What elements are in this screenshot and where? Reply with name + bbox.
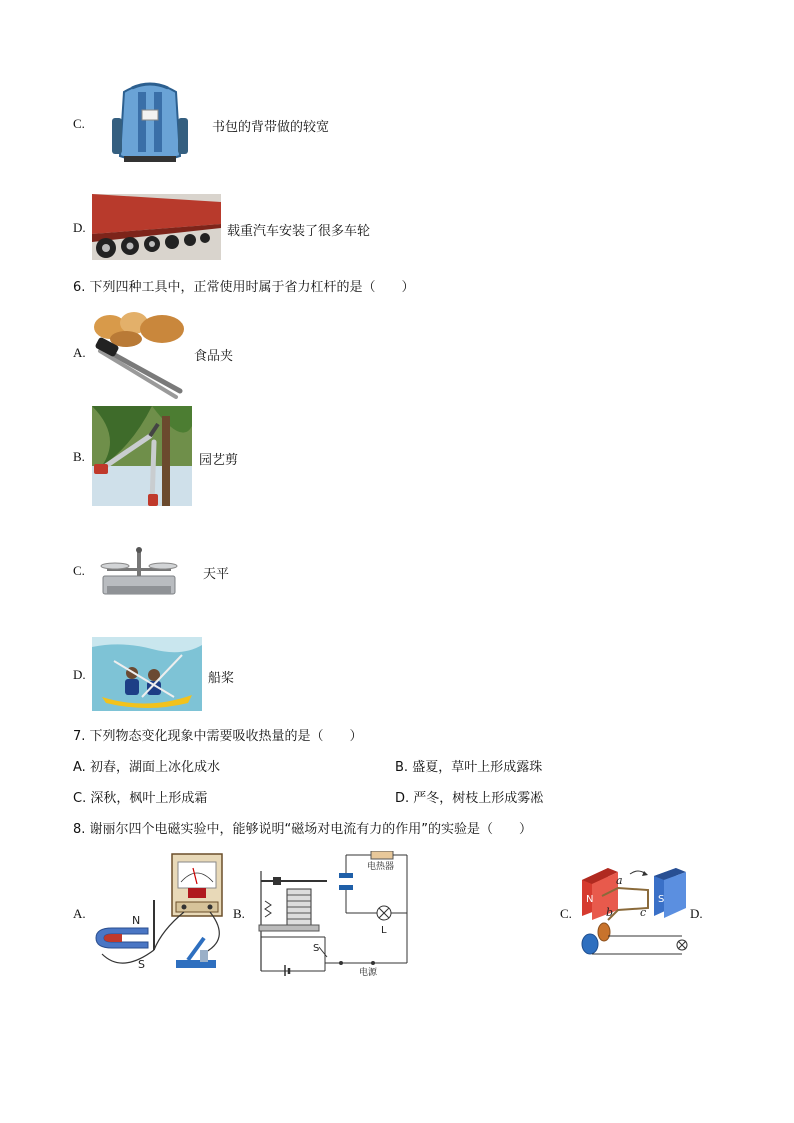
q7-option-b-letter: B. [395, 760, 409, 775]
q6-option-d-letter: D. [73, 667, 86, 682]
q8-option-b-letter: B. [233, 906, 245, 921]
q8-figure-a [92, 850, 234, 975]
q8-c-n-label: N [586, 894, 594, 905]
q7-option-a-letter: A. [73, 760, 86, 775]
balance-scale-image [97, 546, 181, 600]
q8-stem: 8. 谢丽尔四个电磁实验中，能够说明“磁场对电流有力的作用”的实验是（ ） [73, 822, 533, 837]
q8-figure-c [578, 860, 688, 960]
q8-c-a-label: a [616, 874, 623, 887]
q6-option-a-text: 食品夹 [194, 349, 234, 364]
q8-b-switch-label: S [313, 943, 320, 954]
q7-option-d [395, 787, 543, 806]
q7-stem: 7. 下列物态变化现象中需要吸收热量的是（ ） [73, 729, 363, 744]
q7-option-a [73, 756, 220, 775]
q8-a-s-label: S [138, 958, 145, 971]
q5-option-d-text: 载重汽车安装了很多车轮 [227, 224, 371, 239]
q6-option-a-letter: A. [73, 345, 86, 360]
kayak-paddle-image [92, 637, 202, 711]
q5-option-c-letter: C. [73, 116, 85, 131]
q8-option-c-letter: C. [560, 906, 572, 921]
q6-stem: 6. 下列四种工具中，正常使用时属于省力杠杆的是（ ） [73, 280, 415, 295]
q6-option-b-letter: B. [73, 449, 85, 464]
q7-option-c-text: 深秋，枫叶上形成霜 [90, 791, 208, 806]
food-tongs-image [92, 307, 188, 399]
q7-option-d-letter: D. [395, 791, 410, 806]
q5-option-d-letter: D. [73, 220, 86, 235]
q7-option-b-text: 盛夏，草叶上形成露珠 [412, 760, 543, 775]
q7-option-a-text: 初春，湖面上冰化成水 [89, 760, 220, 775]
q7-option-c-letter: C. [73, 791, 87, 806]
q8-figure-b [255, 851, 415, 976]
q8-c-c-label: c [640, 906, 647, 919]
q8-option-a-letter: A. [73, 906, 86, 921]
q7-option-c [73, 787, 207, 806]
backpack-image [102, 78, 198, 170]
q6-option-c-letter: C. [73, 563, 85, 578]
q7-option-b [395, 756, 542, 775]
q8-b-source-label: 电源 [359, 968, 378, 976]
q5-option-c-text: 书包的背带做的较宽 [212, 120, 330, 135]
q7-option-d-text: 严冬，树枝上形成雾凇 [413, 791, 544, 806]
q8-b-heater-label: 电热器 [367, 862, 395, 872]
q6-option-c-text: 天平 [203, 567, 230, 582]
q8-c-s-label: S [658, 894, 665, 905]
q8-option-d-letter: D. [690, 906, 703, 921]
q8-a-n-label: N [132, 914, 141, 927]
garden-shears-image [92, 406, 192, 506]
q8-b-lamp-label: L [381, 925, 387, 936]
q6-option-d-text: 船桨 [208, 671, 235, 686]
q6-option-b-text: 园艺剪 [199, 453, 239, 468]
q8-c-b-label: b [606, 906, 614, 919]
heavy-truck-image [92, 194, 221, 260]
